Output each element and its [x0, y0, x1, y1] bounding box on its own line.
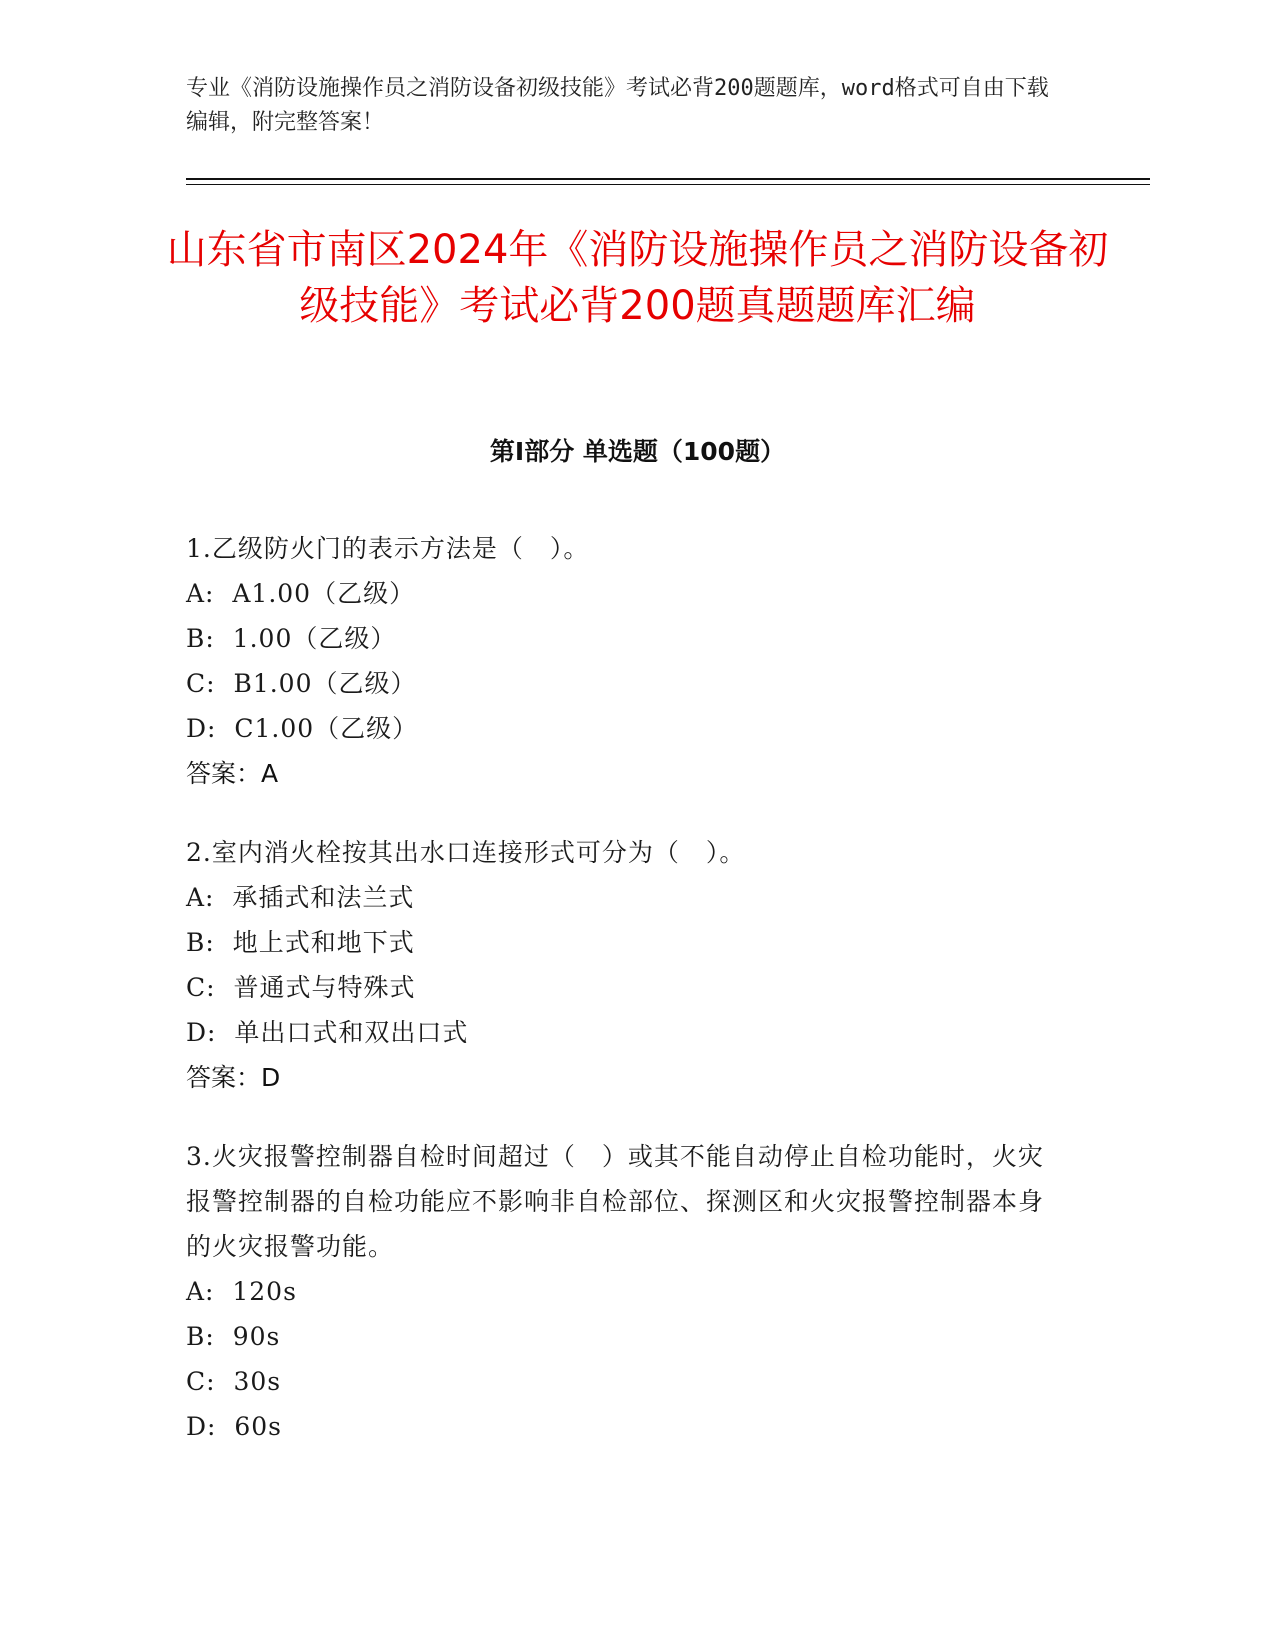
- option-b: B: 地上式和地下式: [186, 928, 415, 957]
- question-item: [186, 1134, 1066, 1449]
- document-title: 山东省市南区2024年《消防设施操作员之消防设备初级技能》考试必背200题真题题库汇编: [166, 227, 1109, 329]
- option-b: B: 90s: [186, 1322, 281, 1351]
- option-a: A: 承插式和法兰式: [186, 883, 415, 912]
- section-title: 第Ⅰ部分 单选题（100题）: [489, 437, 786, 466]
- question-item: [186, 526, 1066, 796]
- option-c: C: 30s: [186, 1367, 282, 1396]
- question-stem: 1.乙级防火门的表示方法是（ ）。: [186, 534, 590, 563]
- header-note: 专业《消防设施操作员之消防设备初级技能》考试必背200题题库，word格式可自由下载编辑，附完整答案！: [186, 76, 1049, 135]
- answer: 答案：D: [186, 1063, 281, 1092]
- answer: 答案：A: [186, 759, 279, 788]
- question-stem: 2.室内消火栓按其出水口连接形式可分为（ ）。: [186, 838, 746, 867]
- option-b: B: 1.00（乙级）: [186, 624, 397, 653]
- header-divider-thin: [186, 184, 1150, 185]
- question-list: [186, 526, 1066, 1483]
- option-a: A: A1.00（乙级）: [186, 579, 416, 608]
- option-d: D: C1.00（乙级）: [186, 714, 419, 743]
- question-stem: 3.火灾报警控制器自检时间超过（ ）或其不能自动停止自检功能时，火灾报警控制器的自检功能应不影响非自检部位、探测区和火灾报警控制器本身的火灾报警功能。: [186, 1142, 1045, 1261]
- question-item: [186, 830, 1066, 1100]
- option-d: D: 单出口式和双出口式: [186, 1018, 469, 1047]
- option-a: A: 120s: [186, 1277, 297, 1306]
- option-d: D: 60s: [186, 1412, 283, 1441]
- option-c: C: 普通式与特殊式: [186, 973, 416, 1002]
- option-c: C: B1.00（乙级）: [186, 669, 417, 698]
- header-divider-thick: [186, 178, 1150, 180]
